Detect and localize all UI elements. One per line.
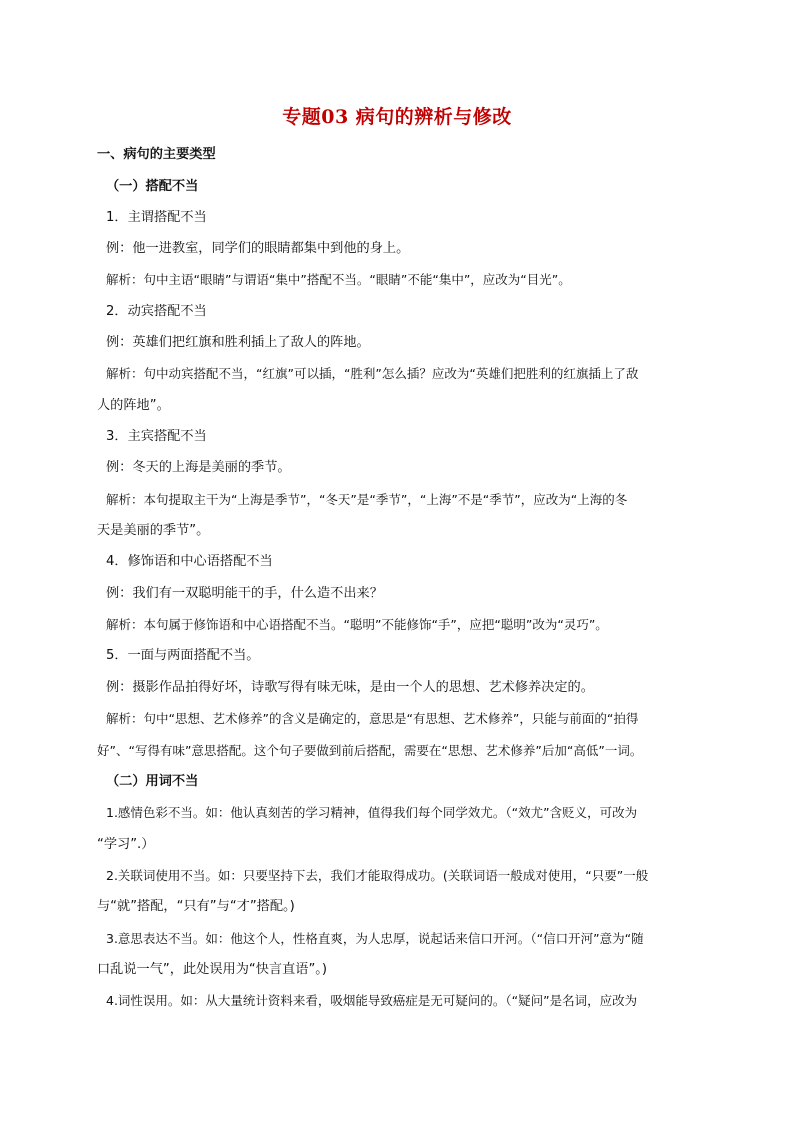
list-item-cont: 口乱说一气”，此处误用为“快言直语”。) (97, 962, 328, 977)
item-heading: 3．主宾搭配不当 (106, 429, 207, 444)
list-item: 1.感情色彩不当。如：他认真刻苦的学习精神，值得我们每个同学效尤。（“效尤”含贬义，可改为 (106, 805, 638, 820)
example-text: 例：英雄们把红旗和胜利插上了敌人的阵地。 (106, 335, 370, 350)
example-text: 例：他一进教室，同学们的眼睛都集中到他的身上。 (106, 241, 410, 256)
item-heading: 4．修饰语和中心语搭配不当 (106, 554, 273, 569)
analysis-text: 解析：句中“思想、艺术修养”的含义是确定的，意思是“有思想、艺术修养”，只能与前面的“拍得 (106, 711, 639, 726)
list-item-cont: “学习”.） (97, 837, 155, 852)
analysis-text: 解析：句中主语“眼睛”与谓语“集中”搭配不当。“眼睛”不能“集中”，应改为“目光”。 (106, 272, 571, 287)
list-item: 4.词性误用。如：从大量统计资料来看，吸烟能导致癌症是无可疑问的。（“疑问”是名词，应改为 (106, 993, 638, 1008)
analysis-text-cont: 人的阵地”。 (97, 398, 170, 413)
subsection-heading: （二）用词不当 (106, 774, 199, 789)
analysis-text-cont: 好”、“写得有味”意思搭配。这个句子要做到前后搭配，需要在“思想、艺术修养”后加“高低”一词。 (97, 743, 643, 758)
section-heading: 一、病句的主要类型 (97, 147, 216, 162)
list-item-cont: 与“就”搭配，“只有”与“才”搭配。) (97, 899, 295, 914)
example-text: 例：摄影作品拍得好坏，诗歌写得有味无味，是由一个人的思想、艺术修养决定的。 (106, 680, 594, 695)
example-text: 例：我们有一双聪明能干的手，什么造不出来？ (106, 586, 383, 601)
analysis-text-cont: 天是美丽的季节”。 (97, 523, 210, 538)
list-item: 3.意思表达不当。如：他这个人，性格直爽，为人忠厚，说起话来信口开河。（“信口开河”意为“随 (106, 931, 644, 946)
item-heading: 5．一面与两面搭配不当。 (106, 648, 260, 663)
document-title: 专题03 病句的辨析与修改 (282, 106, 512, 128)
item-heading: 2．动宾搭配不当 (106, 304, 207, 319)
subsection-heading: （一）搭配不当 (106, 179, 199, 194)
analysis-text: 解析：本句属于修饰语和中心语搭配不当。“聪明”不能修饰“手”，应把“聪明”改为“灵巧”。 (106, 617, 608, 632)
analysis-text: 解析：句中动宾搭配不当，“红旗”可以插，“胜利”怎么插？应改为“英雄们把胜利的红旗插上了敌 (106, 366, 639, 381)
list-item: 2.关联词使用不当。如：只要坚持下去，我们才能取得成功。(关联词语一般成对使用，“只要”一般 (106, 868, 649, 883)
example-text: 例：冬天的上海是美丽的季节。 (106, 460, 291, 475)
analysis-text: 解析：本句提取主干为“上海是季节”，“冬天”是“季节”，“上海”不是“季节”，应改为“上海的冬 (106, 492, 628, 507)
item-heading: 1．主谓搭配不当 (106, 210, 207, 225)
